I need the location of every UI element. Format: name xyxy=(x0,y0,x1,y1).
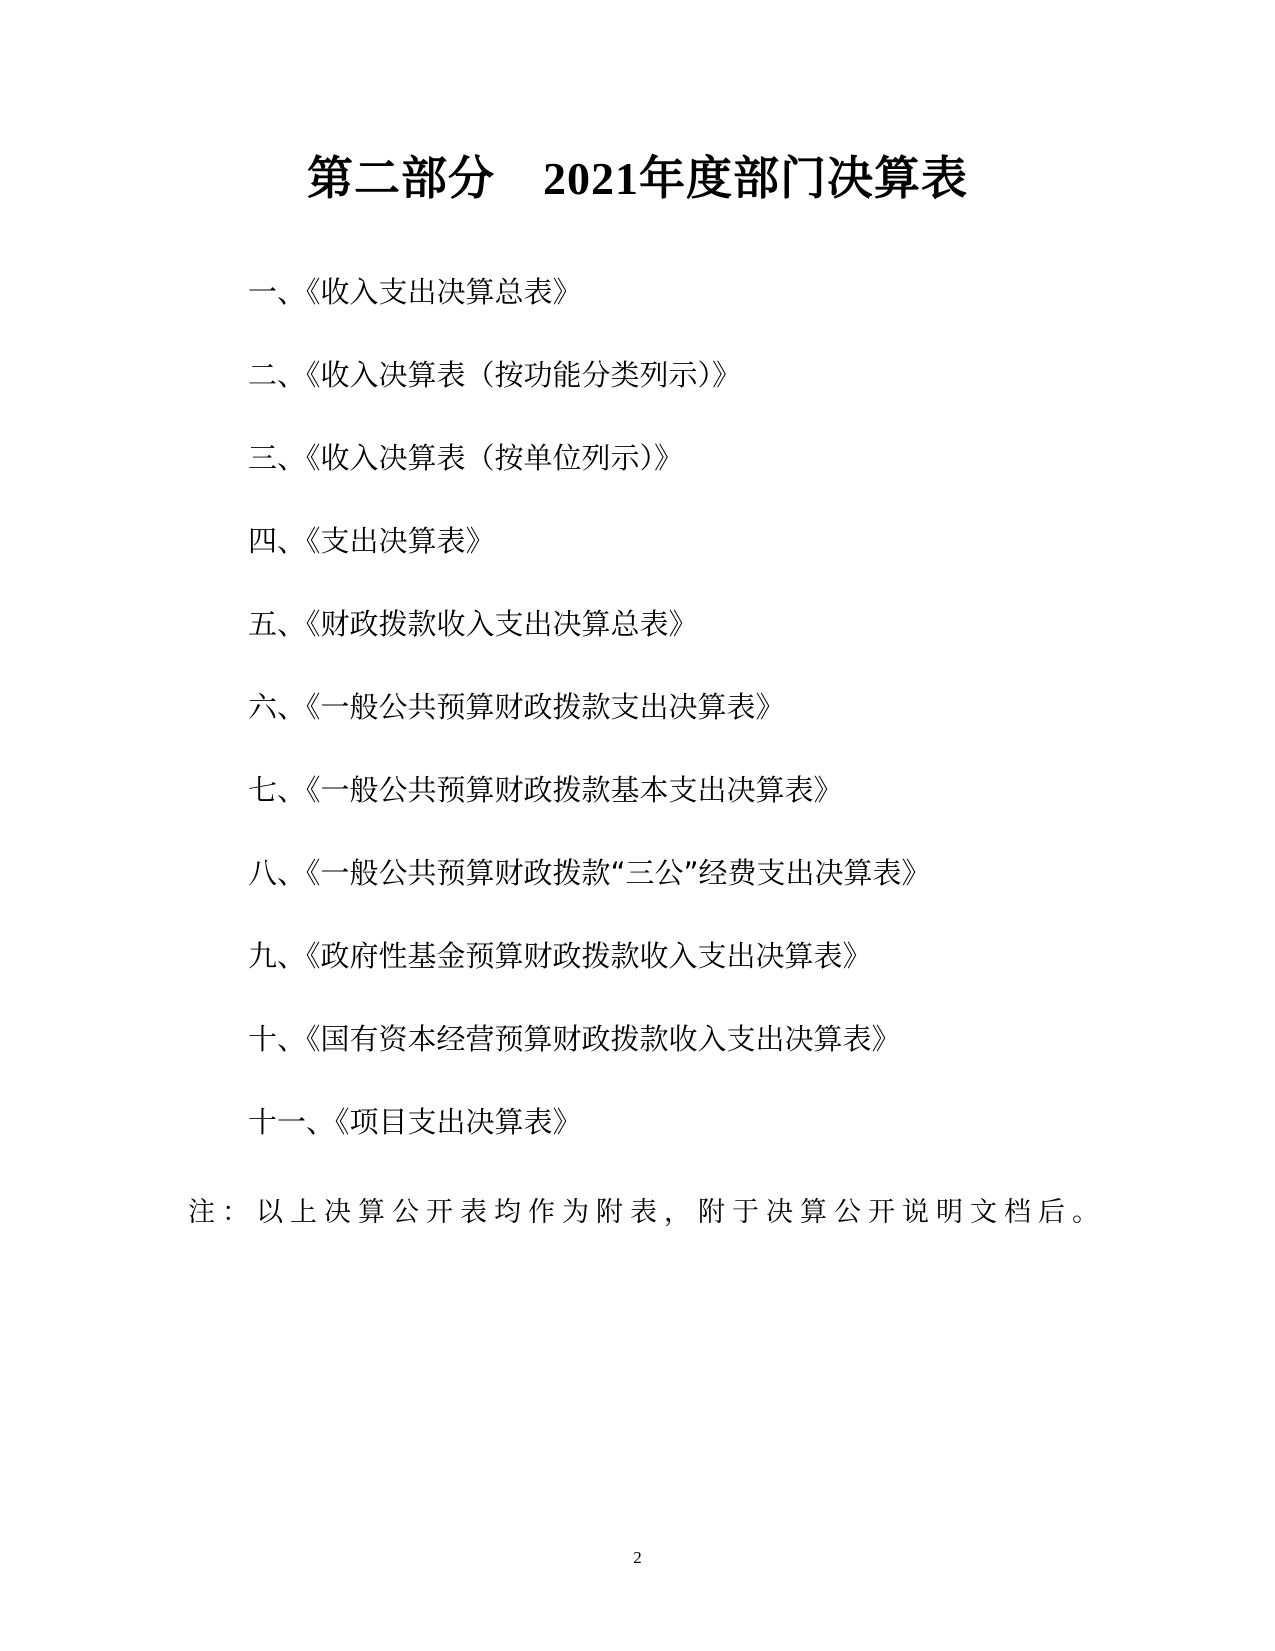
page-number: 2 xyxy=(633,1548,642,1567)
table-list-item: 二、《收入决算表（按功能分类列示）》 xyxy=(248,358,742,392)
page-title xyxy=(0,148,1275,209)
table-list-item: 七、《一般公共预算财政拨款基本支出决算表》 xyxy=(248,773,843,807)
title-part: 第二部分 xyxy=(307,151,495,205)
table-list-item: 八、《一般公共预算财政拨款“三公”经费支出决算表》 xyxy=(248,856,931,890)
title-year: 2021 xyxy=(543,153,639,204)
title-rest: 年度部门决算表 xyxy=(639,151,968,205)
table-list-item: 十、《国有资本经营预算财政拨款收入支出决算表》 xyxy=(248,1022,901,1056)
table-list-item: 九、《政府性基金预算财政拨款收入支出决算表》 xyxy=(248,939,872,973)
table-list-item: 四、《支出决算表》 xyxy=(248,524,495,558)
table-list xyxy=(248,272,931,1185)
table-list-item: 十一、《项目支出决算表》 xyxy=(248,1105,582,1139)
table-list-item: 一、《收入支出决算总表》 xyxy=(248,275,582,309)
table-list-item: 六、《一般公共预算财政拨款支出决算表》 xyxy=(248,690,785,724)
table-list-item: 五、《财政拨款收入支出决算总表》 xyxy=(248,607,698,641)
table-list-item: 三、《收入决算表（按单位列示）》 xyxy=(248,441,684,475)
footnote: 注：以上决算公开表均作为附表，附于决算公开说明文档后。 xyxy=(188,1197,1106,1228)
